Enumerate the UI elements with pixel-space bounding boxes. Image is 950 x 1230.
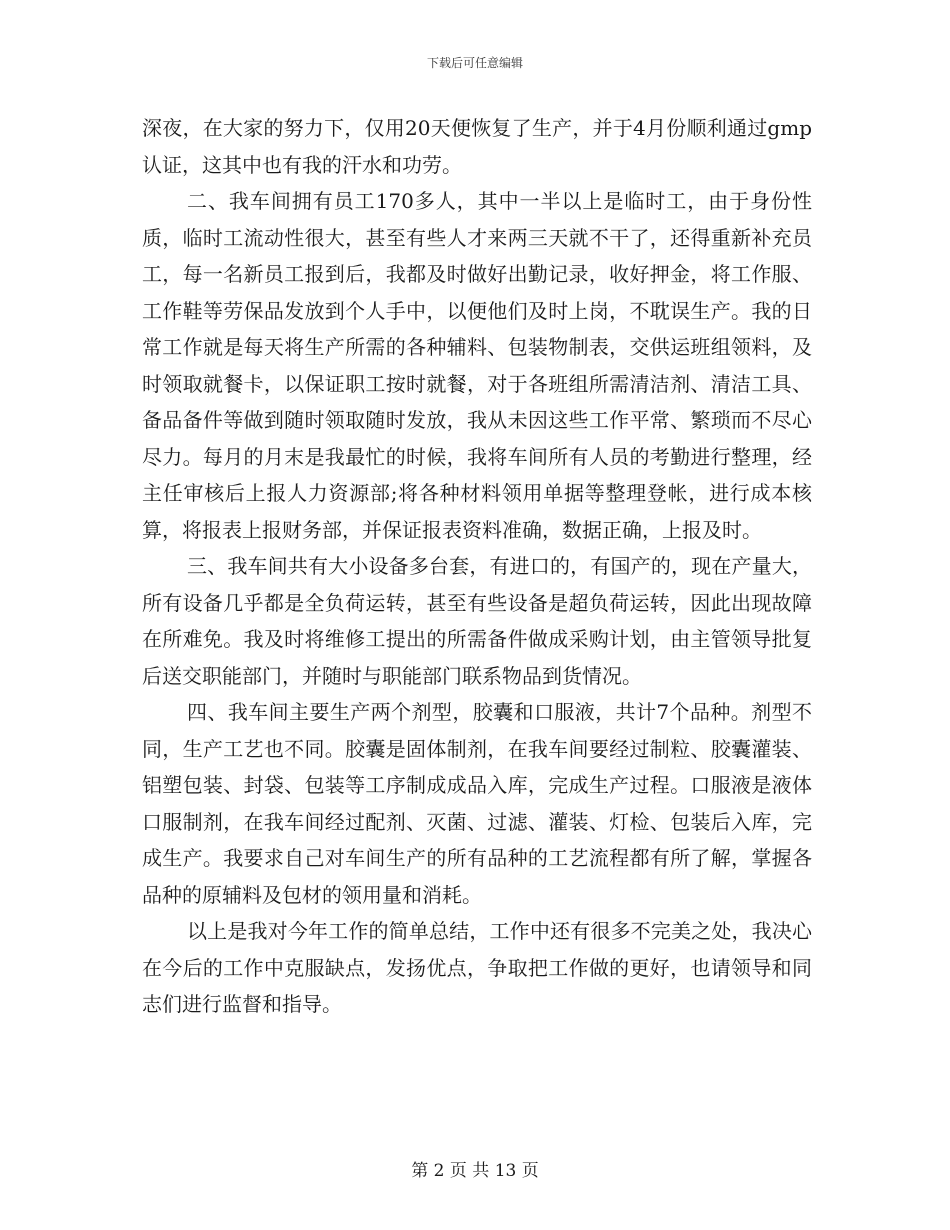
paragraph-section-4: 四、我车间主要生产两个剂型，胶囊和口服液，共计7个品种。剂型不同，生产工艺也不同。胶囊是固体制剂，在我车间要经过制粒、胶囊灌装、铝塑包装、封袋、包装等工序制成成品入库，完成生产过程。口服液是液体口服制剂，在我车间经过配剂、灭菌、过滤、灌装、灯检、包装后入库，完成生产。我要求自己对车间生产的所有品种的工艺流程都有所了解，掌握各品种的原辅料及包材的领用量和消耗。 [142,700,812,907]
page-number-footer: 第 2 页 共 13 页 [411,1161,539,1181]
paragraph-continuation: 深夜，在大家的努力下，仅用20天便恢复了生产，并于4月份顺利通过gmp认证，这其中也有我的汗水和功劳。 [142,116,812,177]
paragraph-conclusion: 以上是我对今年工作的简单总结，工作中还有很多不完美之处，我决心在今后的工作中克服缺点，发扬优点，争取把工作做的更好，也请领导和同志们进行监督和指导。 [142,919,812,1016]
paragraph-section-2: 二、我车间拥有员工170多人，其中一半以上是临时工，由于身份性质，临时工流动性很大，甚至有些人才来两三天就不干了，还得重新补充员工，每一名新员工报到后，我都及时做好出勤记录，收好押金，将工作服、工作鞋等劳保品发放到个人手中，以便他们及时上岗，不耽误生产。我的日常工作就是每天将生产所需的各种辅料、包装物制表，交供运班组领料，及时领取就餐卡，以保证职工按时就餐，对于各班组所需清洁剂、清洁工具、备品备件等做到随时领取随时发放，我从未因这些工作平常、繁琐而不尽心尽力。每月的月末是我最忙的时候，我将车间所有人员的考勤进行整理，经主任审核后上报人力资源部;将各种材料领用单据等整理登帐，进行成本核算，将报表上报财务部，并保证报表资料准确，数据正确，上报及时。 [142,189,812,542]
document-body [142,110,812,1023]
paragraph-section-3: 三、我车间共有大小设备多台套，有进口的，有国产的，现在产量大，所有设备几乎都是全负荷运转，甚至有些设备是超负荷运转，因此出现故障在所难免。我及时将维修工提出的所需备件做成采购计划，由主管领导批复后送交职能部门，并随时与职能部门联系物品到货情况。 [142,554,812,688]
page-header: 下载后可任意编辑 [426,56,523,70]
